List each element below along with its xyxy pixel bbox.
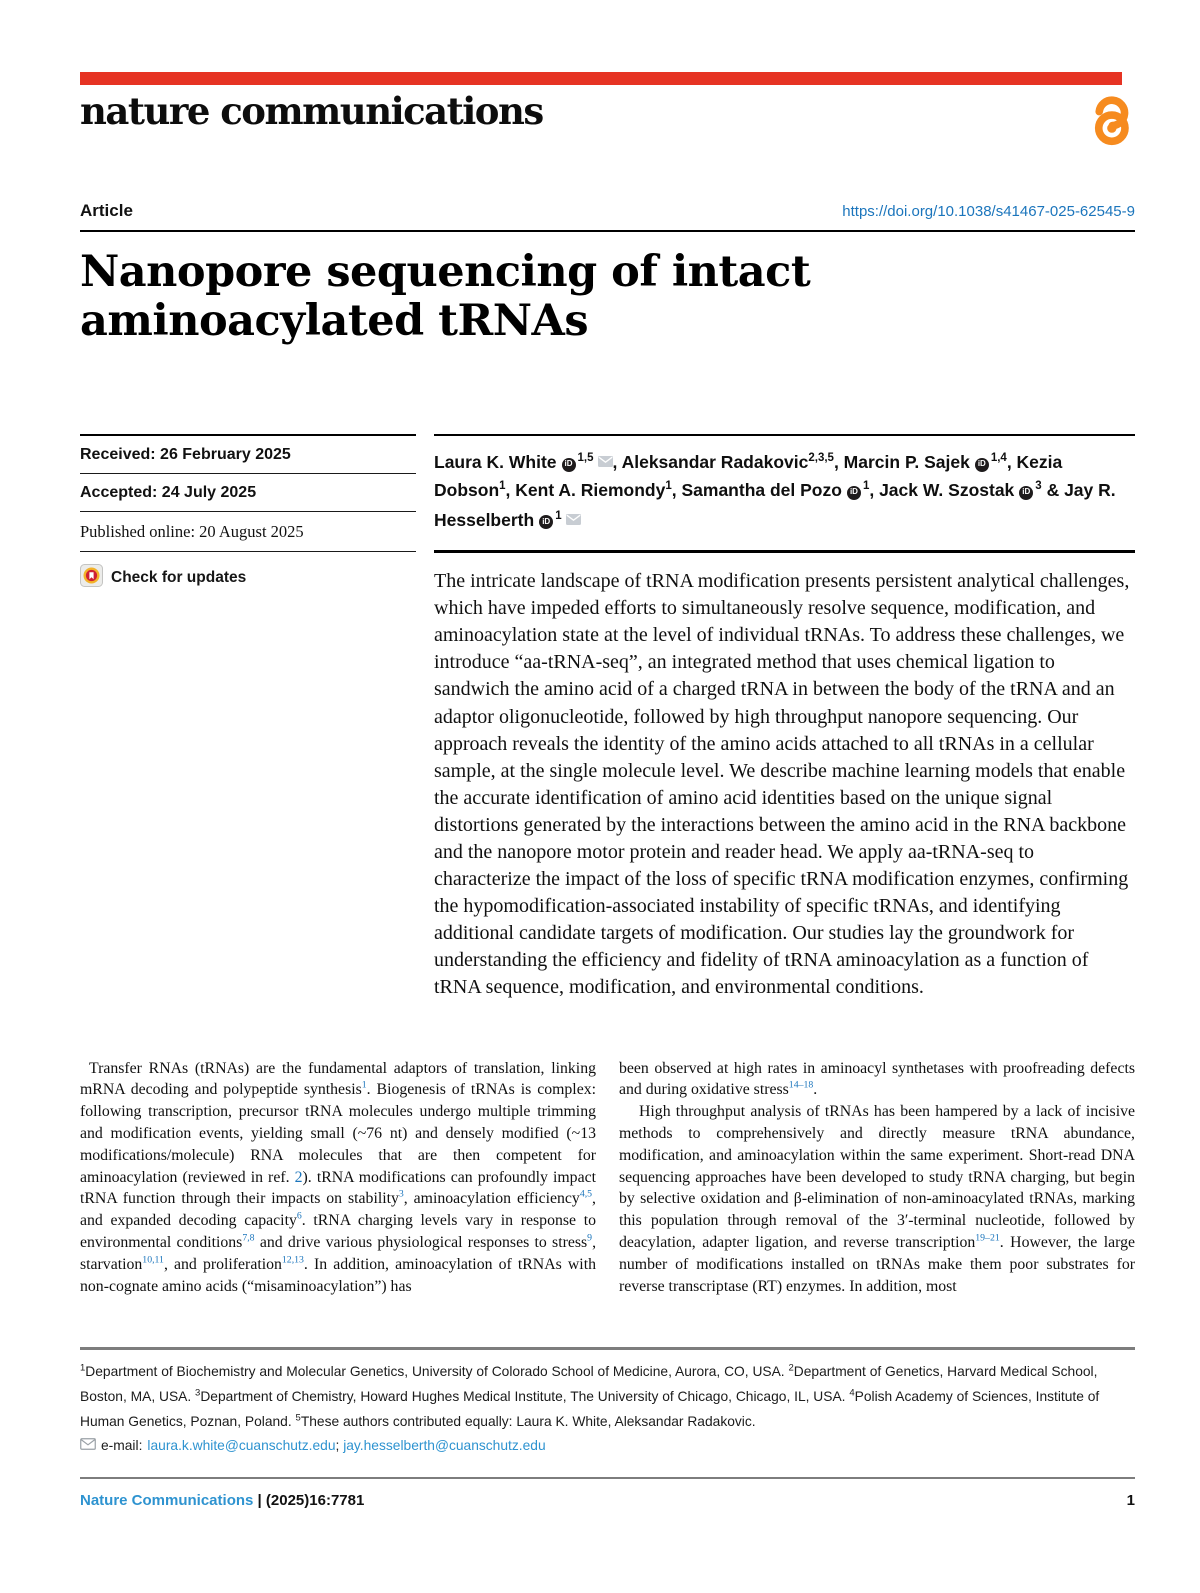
reference-link[interactable]: 4,5 <box>579 1189 593 1201</box>
crossmark-icon <box>80 564 103 592</box>
author-affiliation-sup: 1 <box>499 480 506 493</box>
author-name: Jay R. Hesselberth <box>434 480 1116 530</box>
journal-header <box>80 72 1135 232</box>
journal-logo: nature communications <box>80 89 543 133</box>
body-column-left <box>80 1058 596 1298</box>
brand-color-bar <box>80 72 1122 85</box>
reference-link[interactable]: 9 <box>587 1232 593 1244</box>
author-affiliation-sup: 2,3,5 <box>808 452 834 465</box>
reference-link[interactable]: 3 <box>398 1189 404 1201</box>
reference-link[interactable]: 10,11 <box>142 1254 164 1266</box>
reference-link[interactable]: 19–21 <box>975 1232 1000 1244</box>
footnote-divider <box>80 1347 1135 1350</box>
author-name: Jack W. Szostak <box>879 480 1015 501</box>
doi-link[interactable]: https://doi.org/10.1038/s41467-025-62545-9 <box>842 203 1135 220</box>
reference-link[interactable]: 6 <box>296 1210 302 1222</box>
received-date: Received: 26 February 2025 <box>80 436 416 474</box>
author-name: Marcin P. Sajek <box>843 452 970 473</box>
author-affiliation-sup: 1 <box>862 480 870 493</box>
article-body <box>80 1058 1135 1298</box>
author-name: Laura K. White <box>434 452 557 473</box>
check-for-updates-label: Check for updates <box>111 569 247 587</box>
orcid-icon[interactable]: iD <box>847 486 861 500</box>
meta-section <box>80 434 1135 1002</box>
orcid-icon[interactable]: iD <box>562 458 576 472</box>
affiliations: $^1$Department of Biochemistry and Molecular Genetics, University of Colorado School of Medicine, Aurora, CO, USA. $^2$Department of Genetics, Harvard Medical School, Boston, MA, USA. $^3$Department of Chemistry, Howard Hughes Medical Institute, The University of Chicago, Chicago, IL, USA. $^4$Polish Academy of Sciences, Institute of Human Genetics, Poznan, Poland. $^5$These authors contributed equally: Laura K. White, Aleksandar Radakovic. <box>80 1362 1100 1429</box>
envelope-icon[interactable] <box>598 447 613 475</box>
author-name: Kent A. Riemondy <box>515 480 666 501</box>
author-affiliation-sup: 3 <box>1035 480 1042 493</box>
reference-link[interactable]: 1 <box>361 1080 367 1092</box>
email-line <box>80 1438 1135 1453</box>
reference-link[interactable]: 2 <box>294 1168 303 1186</box>
orcid-icon[interactable]: iD <box>1019 486 1033 500</box>
reference-link[interactable]: 12,13 <box>281 1254 304 1266</box>
envelope-icon <box>80 1438 96 1453</box>
orcid-icon[interactable]: iD <box>975 458 989 472</box>
author-affiliation-sup: 1 <box>665 480 672 493</box>
abstract-box <box>434 550 1135 1002</box>
body-paragraph: been observed at high rates in aminoacyl synthetases with proofreading defects and during oxidative stress$^{14-18}$. <box>619 1059 1135 1099</box>
page-footer <box>80 1492 1135 1509</box>
journal-link[interactable]: Nature Communications <box>80 1492 254 1510</box>
abstract-text: The intricate landscape of tRNA modification presents persistent analytical challenges, which have impeded efforts to simultaneously resolve sequence, modification, and aminoacylation state at the level of individual tRNAs. To address these challenges, we introduce “aa-tRNA-seq”, an integrated method that uses chemical ligation to sandwich the amino acid of a charged tRNA in between the body of the tRNA and an adaptor oligonucleotide, followed by high throughput nanopore sequencing. Our approach reveals the identity of the amino acids attached to all tRNAs in a cellular sample, at the single molecule level. We describe machine learning models that enable the accurate identification of amino acid identities based on the unique signal distortions generated by the interactions between the amino acid in the RNA backbone and the nanopore motor protein and reader head. We apply aa-tRNA-seq to characterize the impact of the loss of specific tRNA modification enzymes, confirming the hypomodification-associated instability of specific tRNAs, and identifying additional candidate targets of modification. Our studies lay the groundwork for understanding the efficiency and fidelity of tRNA aminoacylation as a function of tRNA sequence, modification, and environmental conditions. <box>434 570 1130 999</box>
footer-citation: (2025)16:7781 <box>265 1492 365 1510</box>
published-date: Published online: 20 August 2025 <box>80 512 416 552</box>
page-number: 1 <box>1126 1492 1135 1510</box>
email-label: e-mail: <box>101 1437 143 1453</box>
check-for-updates-button[interactable] <box>80 552 416 592</box>
author-list: Laura K. White iD $^{1,5}$ , Aleksandar Radakovic$^{2,3,5}$, Marcin P. Sajek iD $^{1,4}$, Kezia Dobson$^1$, Kent A. Riemondy$^1$, Samantha del Pozo iD $^1$, Jack W. Szostak iD $^3$ & Jay R. Hesselberth iD $^1$ <box>434 447 1135 534</box>
body-paragraph: High throughput analysis of tRNAs has been hampered by a lack of incisive methods to comprehensively and directly measure tRNA abundance, modification, and aminoacylation within the same experiment. Short-read DNA sequencing approaches have been developed to study tRNA charging, but begin by selective oxidation and β-elimination of non-aminoacylated tRNAs, marking this population through removal of the 3′-terminal nucleotide, followed by deacylation, adapter ligation, and reverse transcription$^{19-21}$. However, the large number of modifications installed on tRNAs make them poor substrates for reverse transcriptase (RT) enzymes. In addition, most <box>619 1103 1135 1295</box>
author-name: Aleksandar Radakovic <box>621 452 809 473</box>
author-affiliation-sup: 1 <box>555 509 562 522</box>
footer-separator: | <box>257 1492 262 1510</box>
envelope-icon[interactable] <box>566 505 581 533</box>
body-paragraph: Transfer RNAs (tRNAs) are the fundamental adaptors of translation, linking mRNA decoding and polypeptide synthesis$^1$. Biogenesis of tRNAs is complex: following transcription, precursor tRNA molecules undergo multiple trimming and modification events, yielding small (~76 nt) and densely modified (~13 modifications/molecule) RNA molecules that are then competent for aminoacylation (reviewed in ref. 2). tRNA modifications can profoundly impact tRNA function through their impacts on stability$^3$, aminoacylation efficiency$^{4,5}$, and expanded decoding capacity$^6$. tRNA charging levels vary in response to environmental conditions$^{7,8}$ and drive various physiological responses to stress$^9$, starvation$^{10,11}$, and proliferation$^{12,13}$. In addition, aminoacylation of tRNAs with non-cognate amino acids (“misaminoacylation”) has <box>80 1059 597 1295</box>
author-affiliation-sup: 1,4 <box>990 452 1007 465</box>
email-link[interactable]: laura.k.white@cuanschutz.edu <box>147 1437 336 1453</box>
footer-divider <box>80 1477 1135 1480</box>
paper-title: Nanopore sequencing of intact aminoacylated tRNAs <box>80 247 811 347</box>
reference-link[interactable]: 7,8 <box>242 1232 255 1244</box>
article-history <box>80 434 416 1002</box>
body-column-right <box>619 1058 1135 1298</box>
author-name: Kezia Dobson <box>434 452 1063 501</box>
article-type-label: Article <box>80 201 133 220</box>
open-access-icon <box>1089 88 1133 153</box>
author-affiliation-sup: 1,5 <box>577 452 594 465</box>
author-abstract-column <box>434 434 1135 1002</box>
email-links: laura.k.white@cuanschutz.edu; jay.hesselberth@cuanschutz.edu <box>147 1437 546 1453</box>
author-name: Samantha del Pozo <box>681 480 842 501</box>
reference-link[interactable]: 14–18 <box>788 1080 814 1092</box>
email-link[interactable]: jay.hesselberth@cuanschutz.edu <box>343 1437 546 1453</box>
orcid-icon[interactable]: iD <box>539 515 553 529</box>
accepted-date: Accepted: 24 July 2025 <box>80 474 416 512</box>
